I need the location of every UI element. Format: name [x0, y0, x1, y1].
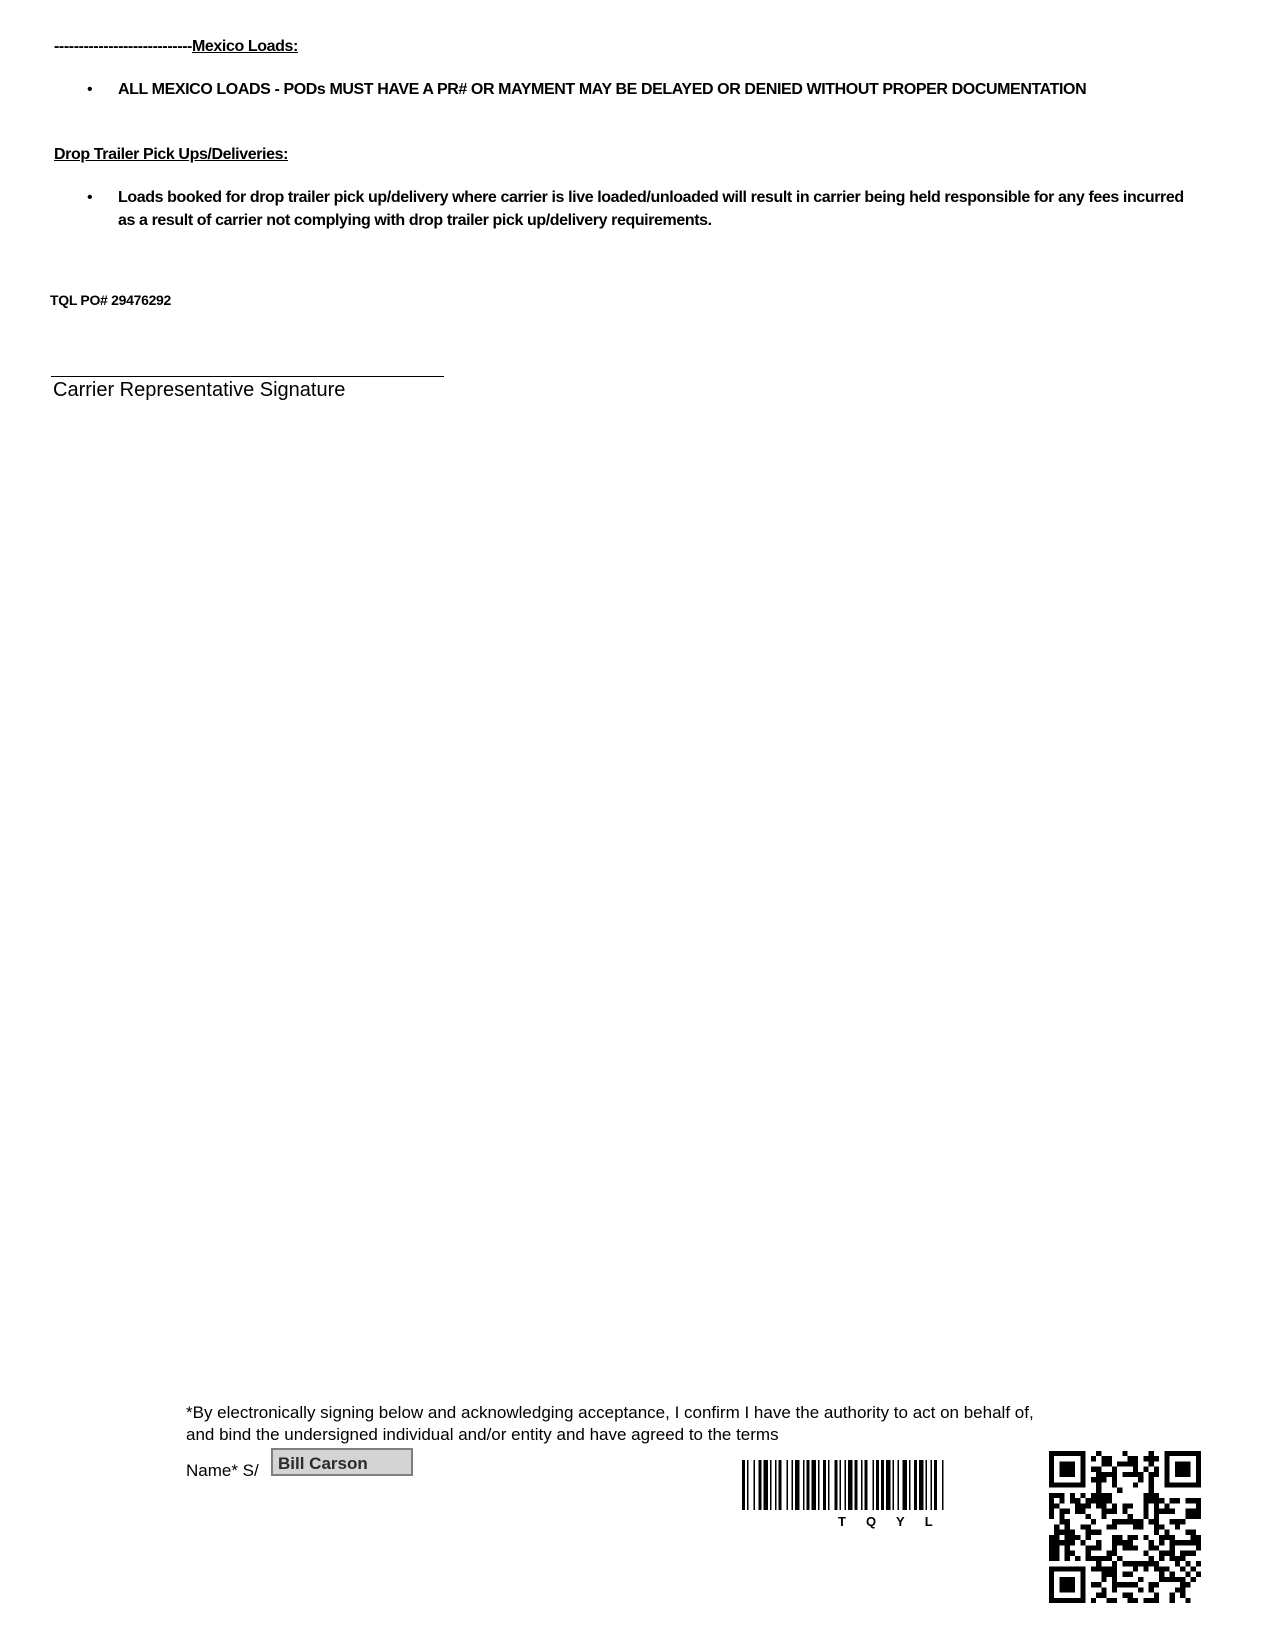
- mexico-loads-heading: [54, 38, 298, 56]
- mexico-bullet-item: [87, 78, 1148, 101]
- name-label: Name* S/: [186, 1461, 259, 1480]
- barcode-text: TQYL: [838, 1514, 953, 1529]
- mexico-dashes: ----------------------------: [54, 38, 192, 55]
- bullet-dot: •: [87, 189, 93, 206]
- qr-code: [1049, 1451, 1201, 1603]
- bullet-dot: •: [87, 81, 93, 98]
- barcode: [742, 1460, 1027, 1518]
- signature-label: Carrier Representative Signature: [53, 379, 346, 401]
- drop-trailer-bullet-text: Loads booked for drop trailer pick up/delivery where carrier is live loaded/unloaded will result in carrier being held responsible for any fees incurred as a result of carrier not complying with drop trailer pick up/delivery requirements.: [118, 189, 1184, 229]
- mexico-loads-title: Mexico Loads:: [192, 38, 298, 55]
- signature-line: [51, 376, 444, 377]
- drop-trailer-bullet-item: [87, 186, 1203, 232]
- mexico-bullet-text: ALL MEXICO LOADS - PODs MUST HAVE A PR# OR MAYMENT MAY BE DELAYED OR DENIED WITHOUT PROPER DOCUMENTATION: [118, 81, 1087, 98]
- signer-name-field[interactable]: Bill Carson: [271, 1448, 413, 1476]
- po-number: TQL PO# 29476292: [50, 292, 172, 308]
- drop-trailer-heading: Drop Trailer Pick Ups/Deliveries:: [54, 146, 289, 163]
- esign-acknowledgement: *By electronically signing below and acknowledging acceptance, I confirm I have the authority to act on behalf of, and bind the undersigned individual and/or entity and have agreed to the terms: [186, 1403, 1034, 1444]
